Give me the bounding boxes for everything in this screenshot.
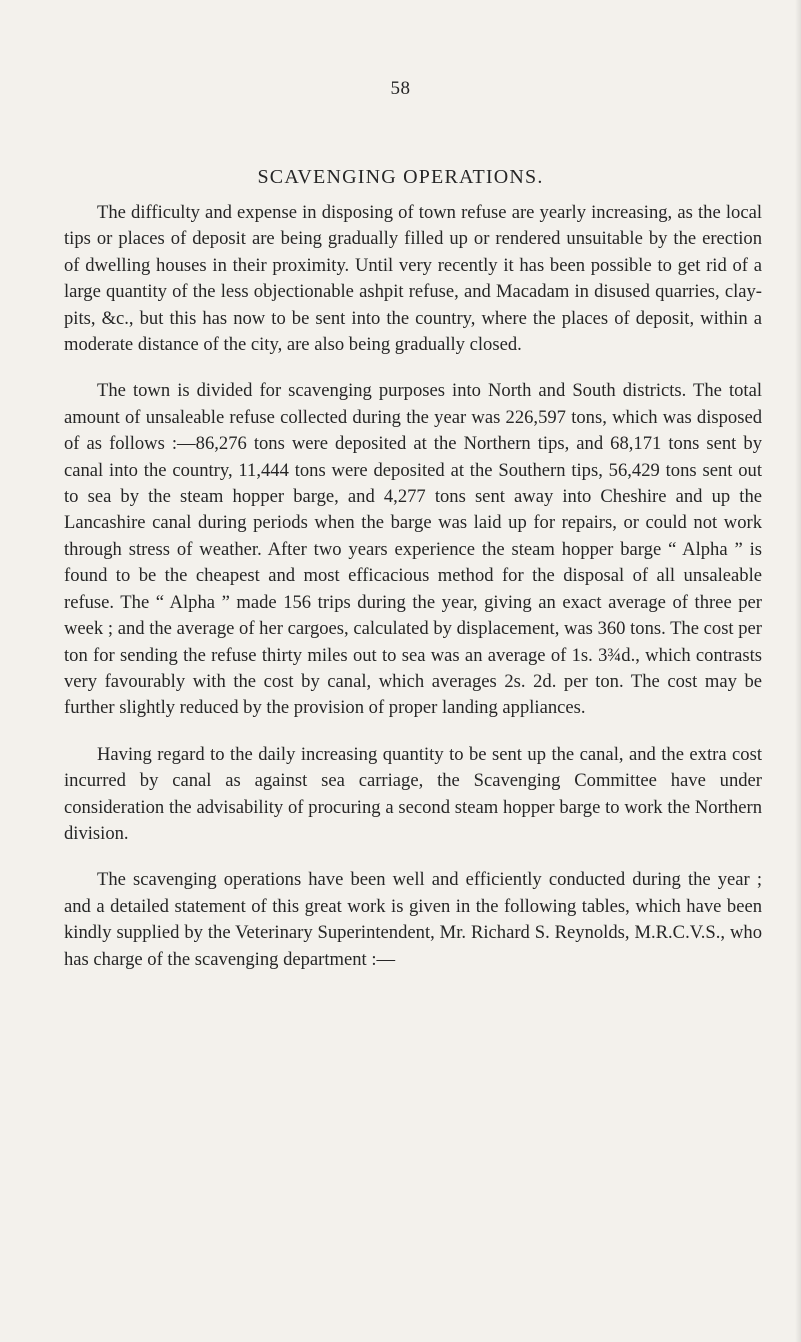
body-text xyxy=(64,200,762,993)
paragraph-4: The scavenging operations have been well and efficiently conducted during the year ; and a detailed statement of this great work is given in the following tables, which have been kindly supplied by the Veterinary Superintendent, Mr. Richard S. Reynolds, M.R.C.V.S., who has charge of the scavenging department :— xyxy=(64,869,762,970)
section-heading: SCAVENGING OPERATIONS. xyxy=(257,166,544,188)
page-number: 58 xyxy=(390,78,411,99)
paragraph-3: Having regard to the daily increasing quantity to be sent up the canal, and the extra cost incurred by canal as against sea carriage, the Scavenging Committee have under consideration the advisability of procuring a second steam hopper barge to work the Northern division. xyxy=(64,743,762,844)
page-edge-shadow xyxy=(795,0,801,1342)
paragraph-1: The difficulty and expense in disposing of town refuse are yearly increasing, as the local tips or places of deposit are being gradually filled up or rendered unsuitable by the erection of dwelling houses in their proximity. Until very recently it has been possible to get rid of a large quantity of the less objectionable ashpit refuse, and Macadam in disused quarries, clay-pits, &c., but this has now to be sent into the country, where the places of deposit, within a moderate distance of the city, are also being gradually closed. xyxy=(64,202,762,356)
paragraph-2: The town is divided for scavenging purposes into North and South districts. The total amount of unsaleable refuse collected during the year was 226,597 tons, which was disposed of as follows :—86,276 tons were deposited at the Northern tips, and 68,171 tons sent by canal into the country, 11,444 tons were deposited at the Southern tips, 56,429 tons sent out to sea by the steam hopper barge, and 4,277 tons sent away into Cheshire and up the Lancashire canal during periods when the barge was laid up for repairs, or could not work through stress of weather. After two years experience the steam hopper barge “ Alpha ” is found to be the cheapest and most efficacious method for the disposal of all unsaleable refuse. The “ Alpha ” made 156 trips during the year, giving an exact average of three per week ; and the average of her cargoes, calculated by displacement, was 360 tons. The cost per ton for sending the refuse thirty miles out to sea was an average of 1s. 3¾d., which contrasts very favourably with the cost by canal, which averages 2s. 2d. per ton. The cost may be further slightly reduced by the provision of proper landing appliances. xyxy=(64,380,762,719)
